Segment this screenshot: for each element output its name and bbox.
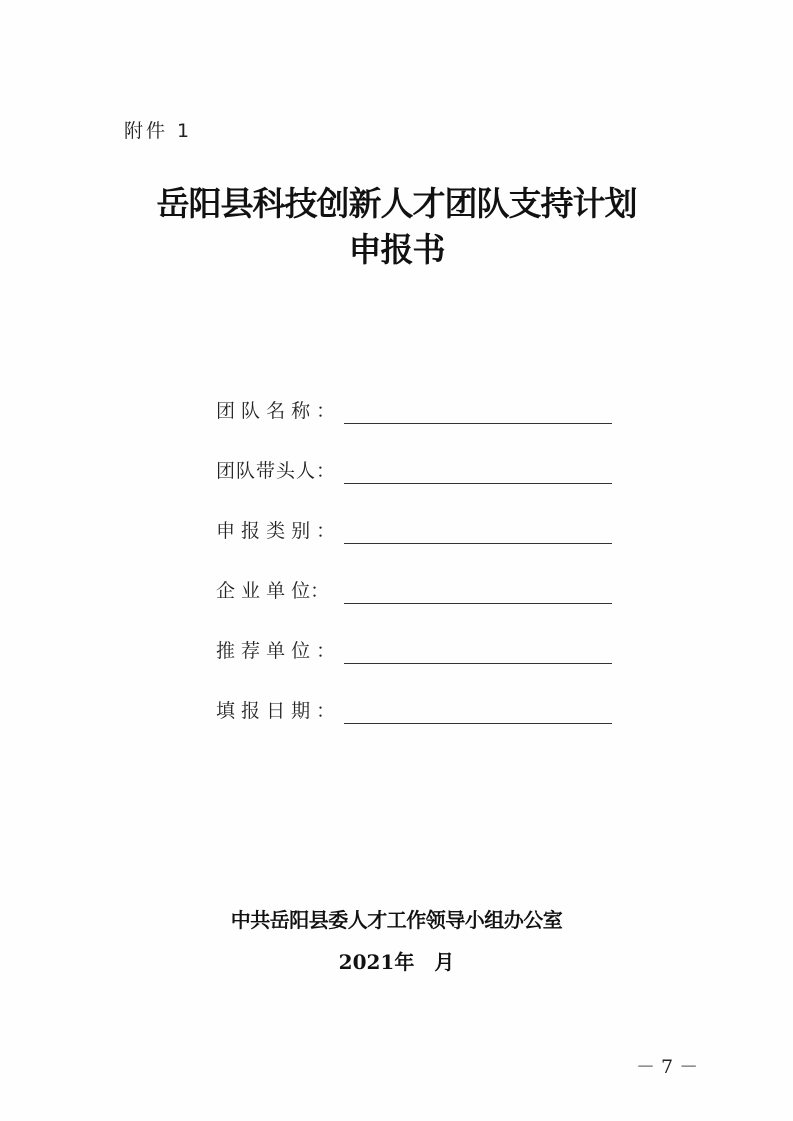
form-row-recommender bbox=[216, 636, 616, 666]
issue-date: 2021年 月 bbox=[338, 950, 455, 974]
team-name-field[interactable] bbox=[344, 423, 612, 424]
page-number: － 7 － bbox=[636, 1056, 699, 1078]
form-row-team-name bbox=[216, 396, 616, 426]
enterprise-label: 企 业 单 位： bbox=[216, 580, 330, 602]
recommender-field[interactable] bbox=[344, 663, 612, 664]
document-title bbox=[0, 182, 793, 272]
team-name-label: 团 队 名 称 ： bbox=[216, 400, 336, 422]
form-row-category bbox=[216, 516, 616, 546]
issuing-office: 中共岳阳县委人才工作领导小组办公室 bbox=[230, 908, 563, 932]
fill-date-label: 填 报 日 期 ： bbox=[216, 700, 336, 722]
category-field[interactable] bbox=[344, 543, 612, 544]
fill-date-field[interactable] bbox=[344, 723, 612, 724]
enterprise-field[interactable] bbox=[344, 603, 612, 604]
form-row-team-leader bbox=[216, 456, 616, 486]
recommender-label: 推 荐 单 位 ： bbox=[216, 640, 336, 662]
category-label: 申 报 类 别 ： bbox=[216, 520, 336, 542]
team-leader-field[interactable] bbox=[344, 483, 612, 484]
form-row-fill-date bbox=[216, 696, 616, 726]
title-line-2: 申报书 bbox=[348, 230, 445, 269]
title-line-1: 岳阳县科技创新人才团队支持计划 bbox=[156, 184, 637, 223]
team-leader-label: 团队带头人： bbox=[216, 460, 337, 482]
attachment-label: 附件 1 bbox=[124, 120, 193, 142]
form-row-enterprise bbox=[216, 576, 616, 606]
